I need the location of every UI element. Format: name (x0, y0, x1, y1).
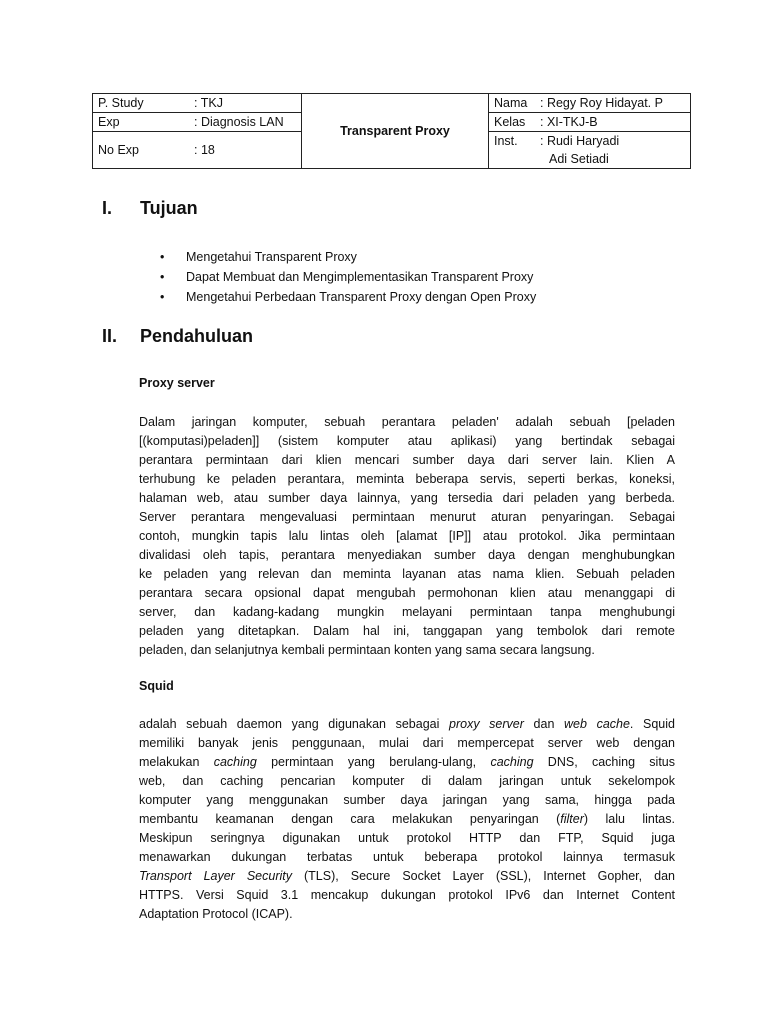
bullet-icon: • (160, 270, 165, 284)
paragraph-line: [(komputasi)peladen]] (sistem komputer atau aplikasi) yang bertindak sebagai (139, 434, 675, 448)
squid-heading: Squid (139, 679, 174, 693)
inst-label: Inst. (494, 134, 518, 148)
paragraph-line: contoh, mungkin tapis lalu lintas oleh [alamat [IP]] atau protokol. Jika permintaan (139, 529, 675, 543)
paragraph-line: menawarkan dukungan terbatas untuk beberapa protokol lainnya termasuk (139, 850, 675, 864)
study-value: : TKJ (194, 96, 223, 110)
paragraph-line: Dalam jaringan komputer, sebuah perantara peladen' adalah sebuah [peladen (139, 415, 675, 429)
exp-cell (93, 113, 302, 132)
kelas-cell (489, 113, 691, 132)
study-cell (93, 94, 302, 113)
paragraph-line: halaman web, atau sumber daya lainnya, yang tersedia dari peladen yang berbeda. (139, 491, 675, 505)
inst-value-2: Adi Setiadi (549, 152, 609, 166)
paragraph-line: terhubung ke peladen perantara, meminta beberapa servis, seperti berkas, koneksi, (139, 472, 675, 486)
document-title: Transparent Proxy (302, 94, 489, 169)
section-heading-tujuan (102, 198, 198, 219)
paragraph-line: divalidasi oleh tapis, perantara menyediakan sumber daya dengan menghubungkan (139, 548, 675, 562)
exp-label: Exp (98, 115, 120, 129)
paragraph-line: peladen yang ditetapkan. Dalam hal ini, tanggapan yang tembolok dari remote (139, 624, 675, 638)
section-heading-pendahuluan (102, 326, 253, 347)
paragraph-line: Transport Layer Security (TLS), Secure Socket Layer (SSL), Internet Gopher, dan (139, 869, 675, 883)
paragraph-line: Server perantara mengevaluasi permintaan menurut aturan penyaringan. Sebagai (139, 510, 675, 524)
squid-paragraph (139, 715, 675, 924)
study-label: P. Study (98, 96, 144, 110)
paragraph-line: membantu keamanan dengan cara melakukan penyaringan (filter) lalu lintas. (139, 812, 675, 826)
paragraph-line: komputer yang menggunakan sumber daya jaringan yang sama, hingga pada (139, 793, 675, 807)
paragraph-line: server, dan kadang-kadang mungkin melayani permintaan tanpa menghubungi (139, 605, 675, 619)
section-number: II. (102, 326, 118, 346)
nama-cell (489, 94, 691, 113)
list-item: • Mengetahui Perbedaan Transparent Proxy dengan Open Proxy (160, 287, 536, 307)
inst-cell (489, 132, 691, 169)
list-item: • Dapat Membuat dan Mengimplementasikan Transparent Proxy (160, 267, 536, 287)
paragraph-line: HTTPS. Versi Squid 3.1 mencakup dukungan protokol IPv6 dan Internet Content (139, 888, 675, 902)
header-table (92, 93, 691, 169)
list-item: • Mengetahui Transparent Proxy (160, 247, 536, 267)
paragraph-line: memiliki banyak jenis penggunaan, mulai dari mempercepat server web dengan (139, 736, 675, 750)
noexp-cell (93, 132, 302, 169)
bullet-icon: • (160, 290, 165, 304)
noexp-value: : 18 (194, 143, 215, 157)
proxy-server-heading: Proxy server (139, 376, 215, 390)
section-title: Pendahuluan (140, 326, 254, 346)
noexp-label: No Exp (98, 143, 139, 157)
bullet-icon: • (160, 250, 165, 264)
nama-value: : Regy Roy Hidayat. P (540, 96, 663, 110)
tujuan-list (160, 247, 536, 307)
inst-value: : Rudi Haryadi (540, 134, 620, 148)
paragraph-line: peladen, dan selanjutnya kembali permintaan konten yang sama secara langsung. (139, 643, 595, 657)
paragraph-line: Adaptation Protocol (ICAP). (139, 907, 293, 921)
kelas-value: : XI-TKJ-B (540, 115, 598, 129)
paragraph-line: ke peladen yang relevan dan meminta layanan atas nama klien. Sebuah peladen (139, 567, 675, 581)
exp-value: : Diagnosis LAN (194, 115, 284, 129)
paragraph-line: perantara secara opsional dapat mengubah permohonan klien atau menanggapi di (139, 586, 675, 600)
section-number: I. (102, 198, 113, 218)
nama-label: Nama (494, 96, 528, 110)
paragraph-line: Meskipun seringnya digunakan untuk protokol HTTP dan FTP, Squid juga (139, 831, 675, 845)
paragraph-line: web, dan caching pencarian komputer di dalam jaringan untuk sekelompok (139, 774, 675, 788)
section-title: Tujuan (140, 198, 198, 218)
paragraph-line: adalah sebuah daemon yang digunakan sebagai proxy server dan web cache. Squid (139, 717, 675, 731)
proxy-server-paragraph (139, 413, 675, 660)
paragraph-line: perantara permintaan dari klien mencari sumber daya dari server lain. Klien A (139, 453, 675, 467)
paragraph-line: melakukan caching permintaan yang berulang-ulang, caching DNS, caching situs (139, 755, 675, 769)
kelas-label: Kelas (494, 115, 526, 129)
